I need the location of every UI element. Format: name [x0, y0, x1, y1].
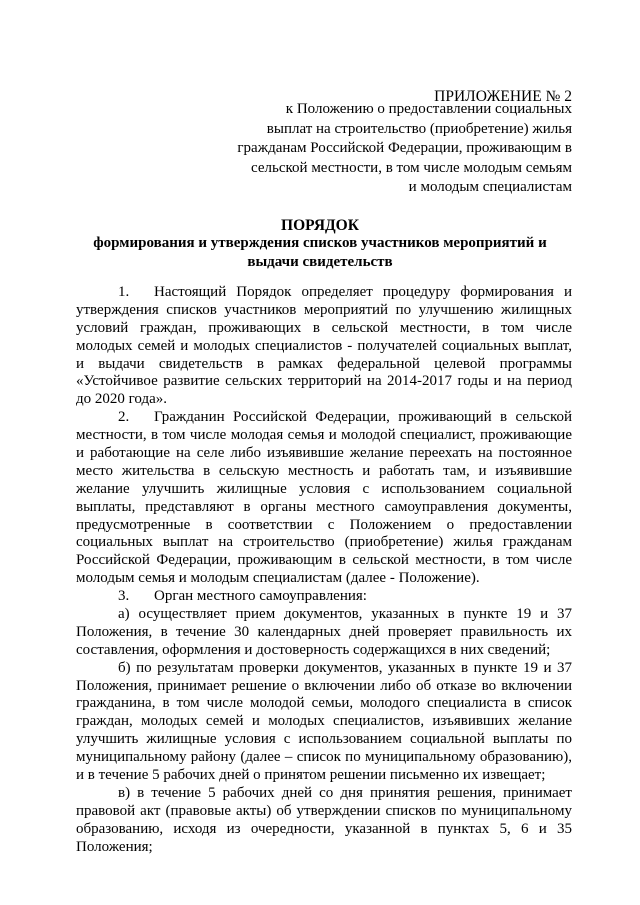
appendix-label: ПРИЛОЖЕНИЕ № 2	[434, 88, 572, 105]
paragraph-line	[76, 642, 572, 660]
paragraph-line	[76, 785, 572, 803]
paragraph-text: правовой акт (правовые акты) об утверждении списков по муниципальному	[76, 802, 572, 819]
paragraph-text: социальных выплат на строительство (приобретение) жилья гражданам	[76, 534, 572, 551]
paragraph-text: выплаты, представляют в органы местного самоуправления документы,	[76, 498, 572, 515]
paragraph-text: «Устойчивое развитие сельских территорий на 2014-2017 годы и на период	[76, 373, 572, 390]
paragraph-line	[76, 606, 572, 624]
document-subtitle	[68, 234, 572, 272]
paragraph-text: гражданина, в том числе молодой семьи, молодого специалиста в список	[76, 695, 572, 712]
paragraph-text: и в течение 5 рабочих дней о принятом решении письменно их извещает;	[76, 767, 546, 784]
paragraph-line	[76, 552, 572, 570]
paragraph	[76, 284, 572, 409]
paragraph-line	[76, 588, 572, 606]
paragraph-number: 3.	[118, 588, 130, 605]
paragraph-line	[76, 409, 572, 427]
paragraph-line	[76, 731, 572, 749]
paragraph-line	[76, 624, 572, 642]
paragraph-line	[76, 695, 572, 713]
paragraph-text: молодых семей и молодых специалистов - получателей социальных выплат,	[76, 337, 572, 354]
appendix-ref-line: выплат на строительство (приобретение) жилья	[266, 120, 572, 137]
paragraph-line	[76, 678, 572, 696]
paragraph-text: граждан, молодых семей и молодых специалистов, изъявивших желание	[76, 713, 572, 730]
paragraph	[76, 660, 572, 785]
subtitle-line: выдачи свидетельств	[247, 254, 393, 270]
paragraph-text: Положения, в течение 30 календарных дней проверяет правильность их	[76, 623, 572, 640]
paragraph-line	[76, 284, 572, 302]
paragraph-text: Гражданин Российской Федерации, проживающий в сельской	[154, 409, 572, 426]
paragraph-text: составления, оформления и достоверность содержащихся в них сведений;	[76, 641, 551, 658]
paragraph-text: желание улучшить жилищные условия с использованием социальной	[76, 480, 572, 497]
paragraph-line	[76, 356, 572, 374]
paragraph-line	[76, 767, 572, 785]
paragraph-line	[76, 373, 572, 391]
paragraph-line	[76, 338, 572, 356]
paragraph-line	[76, 749, 572, 767]
paragraph-text: и выдачи свидетельств в рамках федеральной целевой программы	[76, 355, 572, 372]
paragraph-text: муниципальному району (далее – список по муниципальному образованию),	[76, 749, 572, 766]
paragraph-line	[76, 302, 572, 320]
appendix-reference	[190, 100, 572, 198]
paragraph-line	[76, 463, 572, 481]
paragraph-text: в) в течение 5 рабочих дней со дня принятия решения, принимает	[118, 784, 572, 801]
paragraph-line	[76, 713, 572, 731]
paragraph-text: Настоящий Порядок определяет процедуру формирования и	[154, 284, 572, 300]
paragraph-text: условий граждан, проживающих в сельской местности, в том числе	[76, 319, 572, 336]
paragraph-line	[76, 481, 572, 499]
paragraph-text: предусмотренные в соответствии с Положением о предоставлении	[76, 516, 572, 533]
paragraph-line	[76, 499, 572, 517]
paragraph-line	[76, 839, 572, 857]
paragraph-line	[76, 534, 572, 552]
appendix-ref-line: к Положению о предоставлении социальных	[285, 101, 572, 117]
appendix-ref-line: гражданам Российской Федерации, проживающим в	[237, 140, 572, 156]
paragraph-text: молодым семья и молодым специалистам (далее - Положение).	[76, 570, 480, 587]
paragraph-line	[76, 660, 572, 678]
paragraph	[76, 785, 572, 857]
paragraph-text: Орган местного самоуправления:	[154, 588, 367, 605]
paragraph-text: Положения;	[76, 838, 153, 855]
paragraph	[76, 588, 572, 606]
paragraph-text: место жительства в сельскую местность и работать там, и изъявившие	[76, 462, 572, 479]
paragraph-line	[76, 391, 572, 409]
paragraph-text: улучшить жилищные условия с использованием социальной выплаты по	[76, 731, 572, 748]
paragraph-line	[76, 517, 572, 535]
paragraph-text: образованию, исходя из очередности, указанной в пунктах 5, 6 и 35	[76, 820, 572, 837]
paragraph-line	[76, 427, 572, 445]
appendix-ref-line: сельской местности, в том числе молодым семьям	[251, 159, 572, 176]
appendix-ref-line: и молодым специалистам	[408, 179, 572, 195]
paragraph-text: Положения, принимает решение о включении либо об отказе во включении	[76, 677, 572, 694]
paragraph-line	[76, 803, 572, 821]
document-title: ПОРЯДОК	[281, 217, 359, 234]
paragraph-text: а) осуществляет прием документов, указанных в пункте 19 и 37	[118, 606, 572, 623]
paragraph-text: местности, в том числе молодая семья и молодой специалист, проживающие	[76, 427, 572, 444]
document-body	[76, 284, 572, 857]
paragraph-line	[76, 320, 572, 338]
paragraph-line	[76, 570, 572, 588]
paragraph-number: 2.	[118, 409, 130, 426]
paragraph-text: до 2020 года».	[76, 391, 168, 408]
paragraph	[76, 409, 572, 588]
paragraph-text: утверждения списков участников мероприятий по улучшению жилищных	[76, 301, 572, 318]
paragraph-text: Российской Федерации, проживающим в сельской местности, в том числе	[76, 552, 572, 569]
paragraph-text: и работающие на селе либо изъявившие желание переехать на постоянное	[76, 445, 572, 462]
paragraph-line	[76, 445, 572, 463]
paragraph-number: 1.	[118, 284, 130, 300]
subtitle-line: формирования и утверждения списков участников мероприятий и	[93, 235, 547, 251]
paragraph	[76, 606, 572, 660]
paragraph-text: б) по результатам проверки документов, указанных в пункте 19 и 37	[118, 659, 572, 676]
paragraph-line	[76, 821, 572, 839]
